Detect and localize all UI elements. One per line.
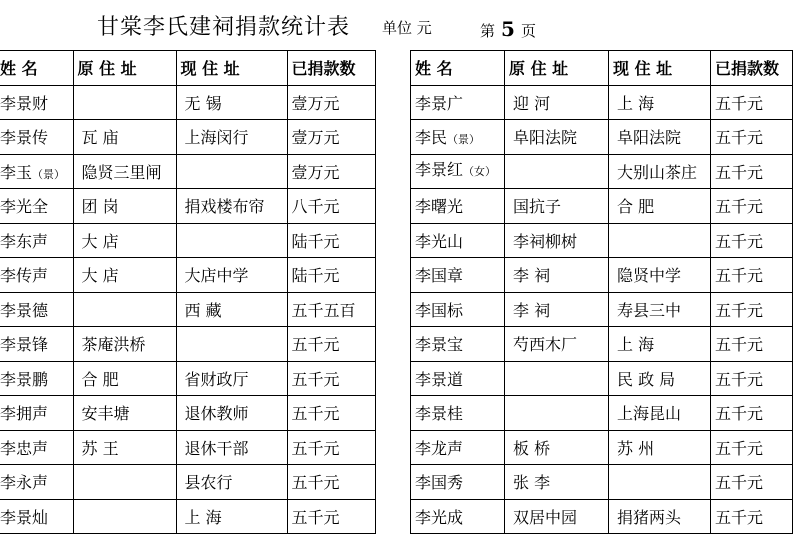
donation-amount: 五千元 — [711, 85, 793, 120]
donor-name: 李国秀 — [415, 473, 464, 493]
donor-name: 李东声 — [0, 231, 49, 251]
donation-amount: 壹万元 — [287, 154, 375, 189]
origin-address: 双居中园 — [505, 499, 609, 534]
donation-amount: 五千元 — [287, 499, 375, 534]
donor-name-cell — [0, 120, 73, 155]
donor-name: 李永声 — [0, 473, 49, 493]
current-address: 捐戏楼布帘 — [176, 189, 287, 224]
donor-name-cell — [0, 292, 73, 327]
table-row — [0, 223, 375, 258]
current-address — [609, 223, 711, 258]
origin-address: 团 岗 — [73, 189, 176, 224]
donor-name-cell — [411, 120, 505, 155]
origin-address: 合 肥 — [73, 361, 176, 396]
donation-amount: 五千元 — [287, 396, 375, 431]
table-row — [411, 327, 793, 362]
donor-name-cell — [0, 154, 73, 189]
donation-amount: 五千元 — [711, 396, 793, 431]
table-row — [411, 154, 793, 189]
table-row — [0, 258, 375, 293]
donor-name-cell — [411, 154, 505, 189]
current-address — [176, 154, 287, 189]
donor-name-cell — [411, 189, 505, 224]
donation-amount: 五千元 — [711, 223, 793, 258]
donation-amount: 五千元 — [287, 327, 375, 362]
current-address: 上 海 — [176, 499, 287, 534]
current-address: 县农行 — [176, 465, 287, 500]
donation-amount: 陆千元 — [287, 258, 375, 293]
current-address: 退休干部 — [176, 430, 287, 465]
current-address: 上海昆山 — [609, 396, 711, 431]
origin-address — [73, 292, 176, 327]
current-address: 捐猪两头 — [609, 499, 711, 534]
table-row — [411, 189, 793, 224]
current-address: 寿县三中 — [609, 292, 711, 327]
donor-name: 李景传 — [0, 128, 49, 148]
table-header-row — [0, 51, 375, 86]
origin-address: 安丰塘 — [73, 396, 176, 431]
donation-amount: 五千元 — [711, 430, 793, 465]
table-row — [0, 85, 375, 120]
current-address — [609, 465, 711, 500]
donation-amount: 五千元 — [711, 361, 793, 396]
current-address — [176, 223, 287, 258]
donor-name-cell — [0, 465, 73, 500]
table-row — [411, 465, 793, 500]
donation-amount: 五千元 — [711, 120, 793, 155]
current-address: 省财政厅 — [176, 361, 287, 396]
origin-address: 瓦 庙 — [73, 120, 176, 155]
donation-amount: 陆千元 — [287, 223, 375, 258]
column-header-origin: 原 住 址 — [73, 51, 176, 86]
donor-name-cell — [0, 361, 73, 396]
current-address: 民 政 局 — [609, 361, 711, 396]
document-header — [0, 0, 802, 50]
page-prefix: 第 — [480, 22, 496, 40]
donor-name: 李景德 — [0, 300, 49, 320]
page-indicator — [480, 17, 536, 41]
donor-name: 李国章 — [415, 266, 464, 286]
origin-address: 迎 河 — [505, 85, 609, 120]
table-row — [0, 430, 375, 465]
origin-address — [73, 85, 176, 120]
current-address: 合 肥 — [609, 189, 711, 224]
column-header-amount: 已捐款数 — [711, 51, 793, 86]
current-address: 无 锡 — [176, 85, 287, 120]
donor-name-cell — [411, 292, 505, 327]
origin-address — [505, 154, 609, 189]
donation-amount: 五千元 — [711, 499, 793, 534]
donation-amount: 五千元 — [287, 361, 375, 396]
origin-address: 茶庵洪桥 — [73, 327, 176, 362]
origin-address: 苏 王 — [73, 430, 176, 465]
origin-address — [73, 465, 176, 500]
origin-address: 隐贤三里闸 — [73, 154, 176, 189]
origin-address — [505, 396, 609, 431]
donor-name-cell — [411, 396, 505, 431]
donation-amount: 五千元 — [711, 327, 793, 362]
donor-name: 李光山 — [415, 231, 464, 251]
origin-address: 板 桥 — [505, 430, 609, 465]
donor-name-cell — [411, 430, 505, 465]
donor-name: 李玉 — [0, 162, 33, 182]
column-header-amount: 已捐款数 — [287, 51, 375, 86]
donor-name: 李龙声 — [415, 438, 464, 458]
current-address: 隐贤中学 — [609, 258, 711, 293]
donor-name: 李景红 — [415, 159, 464, 179]
unit-label: 单位 元 — [382, 19, 432, 37]
current-address: 大别山茶庄 — [609, 154, 711, 189]
donor-name: 李景宝 — [415, 335, 464, 355]
current-address: 上海闵行 — [176, 120, 287, 155]
donor-name: 李景桂 — [415, 404, 464, 424]
donor-name: 李景锋 — [0, 335, 49, 355]
donor-name-cell — [411, 465, 505, 500]
column-header-name: 姓 名 — [0, 51, 73, 86]
current-address: 上 海 — [609, 327, 711, 362]
donation-amount: 五千元 — [711, 465, 793, 500]
table-row — [411, 499, 793, 534]
column-header-origin: 原 住 址 — [505, 51, 609, 86]
donation-table-right — [410, 50, 793, 534]
donation-amount: 五千元 — [287, 430, 375, 465]
current-address: 阜阳法院 — [609, 120, 711, 155]
origin-address — [505, 361, 609, 396]
table-row — [0, 154, 375, 189]
donor-name-cell — [0, 85, 73, 120]
table-row — [411, 396, 793, 431]
donor-name-cell — [0, 189, 73, 224]
origin-address: 李 祠 — [505, 258, 609, 293]
donor-name: 李拥声 — [0, 404, 49, 424]
origin-address: 李 祠 — [505, 292, 609, 327]
donor-name: 李光全 — [0, 197, 49, 217]
donor-name-cell — [411, 327, 505, 362]
donor-name-cell — [411, 361, 505, 396]
column-header-current: 现 住 址 — [609, 51, 711, 86]
current-address — [176, 327, 287, 362]
table-row — [0, 361, 375, 396]
donor-name-note: （女） — [463, 164, 497, 178]
donor-name: 李曙光 — [415, 197, 464, 217]
donation-amount: 五千元 — [711, 258, 793, 293]
origin-address: 国抗子 — [505, 189, 609, 224]
donor-name-cell — [0, 258, 73, 293]
donor-name-cell — [0, 396, 73, 431]
column-header-name: 姓 名 — [411, 51, 505, 86]
donation-amount: 五千五百 — [287, 292, 375, 327]
donation-amount: 五千元 — [287, 465, 375, 500]
table-row — [411, 430, 793, 465]
donor-name: 李忠声 — [0, 438, 49, 458]
table-row — [411, 292, 793, 327]
origin-address — [73, 499, 176, 534]
table-row — [411, 85, 793, 120]
table-row — [0, 396, 375, 431]
donor-name-cell — [411, 499, 505, 534]
donation-amount: 五千元 — [711, 154, 793, 189]
donor-name: 李景广 — [415, 93, 464, 113]
table-row — [0, 189, 375, 224]
donor-name-note: （景） — [447, 133, 481, 147]
donation-amount: 五千元 — [711, 189, 793, 224]
donor-name: 李景财 — [0, 93, 49, 113]
donor-name: 李光成 — [415, 507, 464, 527]
donor-name-cell — [0, 499, 73, 534]
origin-address: 张 李 — [505, 465, 609, 500]
page-number: 5 — [501, 17, 515, 41]
column-header-current: 现 住 址 — [176, 51, 287, 86]
table-row — [411, 258, 793, 293]
donor-name: 李民 — [415, 128, 448, 148]
current-address: 退休教师 — [176, 396, 287, 431]
origin-address: 芍西木厂 — [505, 327, 609, 362]
donor-name-cell — [411, 258, 505, 293]
origin-address: 阜阳法院 — [505, 120, 609, 155]
donation-amount: 八千元 — [287, 189, 375, 224]
donor-name-cell — [411, 223, 505, 258]
donor-name: 李景灿 — [0, 507, 49, 527]
table-row — [0, 499, 375, 534]
page-suffix: 页 — [520, 22, 536, 40]
current-address: 上 海 — [609, 85, 711, 120]
donor-name: 李国标 — [415, 300, 464, 320]
table-row — [0, 465, 375, 500]
donor-name-cell — [411, 85, 505, 120]
table-row — [411, 223, 793, 258]
document-title: 甘棠李氏建祠捐款统计表 — [97, 15, 351, 40]
donor-name: 李景道 — [415, 369, 464, 389]
donor-name-cell — [0, 430, 73, 465]
donation-amount: 壹万元 — [287, 85, 375, 120]
table-row — [411, 361, 793, 396]
current-address: 苏 州 — [609, 430, 711, 465]
current-address: 大店中学 — [176, 258, 287, 293]
table-header-row — [411, 51, 793, 86]
donor-name-cell — [0, 223, 73, 258]
table-row — [0, 327, 375, 362]
origin-address: 李祠柳树 — [505, 223, 609, 258]
table-row — [0, 120, 375, 155]
table-row — [411, 120, 793, 155]
origin-address: 大 店 — [73, 223, 176, 258]
donor-name: 李景鹏 — [0, 369, 49, 389]
donation-amount: 壹万元 — [287, 120, 375, 155]
donation-amount: 五千元 — [711, 292, 793, 327]
table-row — [0, 292, 375, 327]
donation-table-left — [0, 50, 376, 534]
donor-name-note: （景） — [32, 167, 66, 181]
current-address: 西 藏 — [176, 292, 287, 327]
donor-name-cell — [0, 327, 73, 362]
donor-name: 李传声 — [0, 266, 49, 286]
origin-address: 大 店 — [73, 258, 176, 293]
